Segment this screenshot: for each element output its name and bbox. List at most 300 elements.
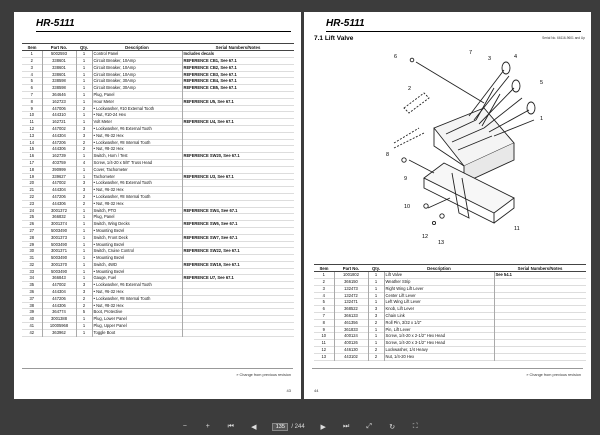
table-row [22,146,294,153]
qty-cell: 1 [76,241,92,248]
item-cell: 5 [314,299,334,306]
part-number-cell: 338601 [42,64,76,71]
notes-cell [494,292,586,299]
qty-cell: 1 [76,234,92,241]
item-cell: 37 [22,295,42,302]
part-number-cell: 366150 [334,278,368,285]
item-cell: 15 [22,146,42,153]
notes-cell: REFERENCE CB1, See 67.1 [183,57,237,63]
description-cell: • Mounting Bezel [92,255,182,262]
qty-cell: 1 [76,85,92,92]
notes-cell: REFERENCE SW22, See 67.1 [183,248,240,254]
description-cell: Screw, 1/4-20 x 3-1/2" Hex Head [384,340,494,347]
qty-cell: 2 [76,146,92,153]
table-row [22,71,294,78]
notes-cell [494,353,586,360]
page-header: HR-5111 [326,18,365,29]
qty-cell: 4 [76,159,92,166]
description-cell: • Lockwasher, #6 External Tooth [92,282,182,289]
item-cell: 5 [22,78,42,85]
notes-cell [182,105,294,112]
table-row [22,112,294,119]
table-row [22,193,294,200]
prev-page-icon[interactable]: ◀ [251,423,257,431]
notes-cell [494,299,586,306]
item-cell: 8 [314,319,334,326]
notes-cell [182,329,294,336]
table-row [22,214,294,221]
item-cell: 28 [22,234,42,241]
callout-6: 6 [394,54,398,60]
qty-cell: 1 [76,323,92,330]
first-page-icon[interactable]: ⏮ [227,422,234,430]
notes-cell: REFERENCE SW6, See 67.1 [183,221,238,227]
item-cell: 12 [22,125,42,132]
qty-cell: 1 [76,173,92,180]
item-cell: 4 [22,71,42,78]
table-row [22,227,294,234]
qty-cell: 3 [368,306,384,313]
callout-2: 2 [408,86,412,92]
description-cell: • Lockwasher, #6 External Tooth [92,125,182,132]
description-cell: Nut, 1/4-20 Hex [384,353,494,360]
table-row [22,51,294,58]
revision-footnote: » Change from previous revision [526,373,581,377]
item-cell: 2 [314,278,334,285]
description-cell: Switch, 4WD [92,261,182,268]
description-cell: Switch, PTO [92,207,182,214]
notes-cell [182,268,294,275]
part-number-cell: 5003490 [42,241,76,248]
page-total: / 244 [291,423,305,430]
part-number-cell: 447002 [42,282,76,289]
callout-7: 7 [469,50,473,56]
notes-cell [494,319,586,326]
item-cell: 33 [22,268,42,275]
part-number-cell: 366832 [42,214,76,221]
notes-cell [182,295,294,302]
footer-rule [312,368,583,369]
notes-cell [494,312,586,319]
part-number-cell: 3001374 [42,221,76,228]
description-cell: Hour Meter [92,98,182,105]
item-cell: 24 [22,207,42,214]
qty-cell: 3 [368,312,384,319]
table-row [22,91,294,98]
notes-cell [182,187,294,194]
description-cell: Control Panel [92,51,182,58]
notes-cell [182,146,294,153]
notes-cell [182,200,294,207]
table-row [22,64,294,71]
qty-cell: 1 [368,333,384,340]
qty-cell: 2 [76,105,92,112]
description-cell: Plug, Lower Panel [92,316,182,323]
qty-cell: 1 [76,166,92,173]
part-number-cell: 338598 [42,78,76,85]
page-indicator [272,423,304,431]
notes-cell [182,302,294,309]
part-number-cell: 132472 [334,292,368,299]
notes-cell [182,193,294,200]
item-cell: 34 [22,275,42,282]
qty-cell: 1 [76,248,92,255]
description-cell: Boot, Protective [92,309,182,316]
table-row [22,295,294,302]
item-cell: 3 [314,285,334,292]
column-header: Description [92,44,182,51]
qty-cell: 1 [368,272,384,279]
item-cell: 19 [22,173,42,180]
qty-cell: 2 [368,319,384,326]
qty-cell: 2 [368,353,384,360]
column-header: Part No. [42,44,76,51]
part-number-cell: 339627 [42,173,76,180]
table-row [314,306,586,313]
description-cell: • Nut, #8-32 Hex [92,302,182,309]
notes-cell: REFERENCE U3, See 67.1 [183,173,234,179]
notes-cell [494,285,586,292]
page-44 [304,12,591,399]
qty-cell: 1 [76,71,92,78]
qty-cell: 1 [368,326,384,333]
part-number-cell: 447206 [42,193,76,200]
part-number-cell: 3001373 [42,234,76,241]
zoom-out-icon[interactable]: − [182,423,187,430]
item-cell: 29 [22,241,42,248]
table-row [22,282,294,289]
description-cell: • Nut, #10-24 Hex [92,112,182,119]
description-cell: Cover, Tachometer [92,166,182,173]
qty-cell: 1 [76,64,92,71]
part-number-cell: 10005968 [42,323,76,330]
item-cell: 1 [314,272,334,279]
notes-cell: See 54.1 [495,272,512,278]
part-number-cell: 446130 [334,346,368,353]
qty-cell: 1 [368,292,384,299]
item-cell: 10 [22,112,42,119]
part-number-cell: 3001372 [42,207,76,214]
description-cell: Volt Meter [92,119,182,126]
notes-cell: Includes decals [183,51,214,57]
part-number-cell: 444306 [42,146,76,153]
notes-cell [182,316,294,323]
table-row [22,180,294,187]
notes-cell [182,282,294,289]
table-row [22,98,294,105]
header-rule [36,31,291,32]
column-header: Item [314,265,334,272]
description-cell: • Nut, #8-32 Hex [92,200,182,207]
part-number-cell: 444304 [42,132,76,139]
part-number-cell: 366133 [334,312,368,319]
item-cell: 23 [22,200,42,207]
qty-cell: 1 [76,98,92,105]
part-number-cell: 361833 [334,326,368,333]
part-number-cell: 368522 [334,306,368,313]
description-cell: Circuit Breaker, 30Amp [92,85,182,92]
part-number-cell: 3001388 [42,316,76,323]
column-header: Qty. [76,44,92,51]
item-cell: 11 [314,340,334,347]
notes-cell [182,309,294,316]
qty-cell: 5 [76,309,92,316]
table-row [22,309,294,316]
table-row [22,132,294,139]
table-row [314,278,586,285]
item-cell: 20 [22,180,42,187]
item-cell: 2 [22,57,42,64]
qty-cell: 1 [76,329,92,336]
notes-cell [182,214,294,221]
next-page-icon[interactable]: ▶ [320,423,326,431]
notes-cell [182,180,294,187]
item-cell: 17 [22,159,42,166]
item-cell: 26 [22,221,42,228]
table-row [22,289,294,296]
zoom-in-icon[interactable]: + [205,423,210,430]
table-row [314,346,586,353]
qty-cell: 1 [368,285,384,292]
description-cell: Toggle Boot [92,329,182,336]
description-cell: Left Wing Lift Lever [384,299,494,306]
qty-cell: 3 [76,125,92,132]
column-header: Part No. [334,265,368,272]
item-cell: 38 [22,302,42,309]
qty-cell: 2 [76,200,92,207]
notes-cell: REFERENCE SW4, See 67.1 [183,207,238,213]
part-number-cell: 366843 [42,275,76,282]
table-row [22,139,294,146]
item-cell: 11 [22,119,42,126]
description-cell: Plug, Panel [92,214,182,221]
table-row [314,326,586,333]
parts-table [314,264,586,361]
table-row [22,105,294,112]
table-row [22,268,294,275]
item-cell: 42 [22,329,42,336]
description-cell: • Nut, #6-32 Hex [92,132,182,139]
part-number-cell: 364774 [42,309,76,316]
part-number-cell: 363962 [42,329,76,336]
notes-cell: REFERENCE U7, See 67.1 [183,275,234,281]
callout-4: 4 [514,54,518,60]
part-number-cell: 162739 [42,153,76,160]
notes-cell: REFERENCE CB5, See 67.1 [183,85,237,91]
revision-footnote: » Change from previous revision [236,373,291,377]
item-cell: 25 [22,214,42,221]
description-cell: • Nut, #6-32 Hex [92,289,182,296]
part-number-cell: 364646 [42,91,76,98]
column-header: Qty. [368,265,384,272]
qty-cell: 1 [76,153,92,160]
rotate-icon[interactable]: ↻ [389,423,396,431]
description-cell: Right Wing Lift Lever [384,285,494,292]
qty-cell: 1 [368,278,384,285]
qty-cell: 2 [76,295,92,302]
description-cell: Circuit Breaker, 10Amp [92,64,182,71]
qty-cell: 1 [76,227,92,234]
description-cell: Knob, Lift Lever [384,306,494,313]
table-row [314,340,586,347]
notes-cell: REFERENCE CB2, See 67.1 [183,64,237,70]
part-number-cell: 5002593 [42,51,76,58]
qty-cell: 3 [76,187,92,194]
item-cell: 13 [22,132,42,139]
fit-icon[interactable]: ⤢ [366,422,372,430]
item-cell: 14 [22,139,42,146]
notes-cell [182,289,294,296]
footer-rule [22,368,293,369]
callout-1: 1 [540,116,544,122]
last-page-icon[interactable]: ⏭ [343,422,350,430]
part-number-cell: 400124 [334,333,368,340]
table-row [22,125,294,132]
description-cell: • Mounting Bezel [92,268,182,275]
notes-cell [494,326,586,333]
table-row [22,119,294,126]
column-header: Serial Numbers/Notes [182,44,294,51]
qty-cell: 1 [76,275,92,282]
item-cell: 13 [314,353,334,360]
qty-cell: 1 [76,221,92,228]
item-cell: 1 [22,51,42,58]
notes-cell: REFERENCE SW7, See 67.1 [183,234,238,240]
qty-cell: 1 [76,78,92,85]
description-cell: • Nut, #8-32 Hex [92,146,182,153]
notes-cell: REFERENCE CB4, See 67.1 [183,78,237,84]
description-cell: Roll Pin, 3/32 x 1/2" [384,319,494,326]
description-cell: Switch, Wing Decks [92,221,182,228]
notes-cell [182,323,294,330]
part-number-cell: 444310 [42,112,76,119]
viewer-toolbar [0,418,600,435]
header-rule [326,31,581,32]
part-number-cell: 447002 [42,125,76,132]
page-number: 44 [314,388,319,393]
description-cell: Screw, 1/4-20 x 2-1/2" Hex Head [384,333,494,340]
table-row [22,78,294,85]
notes-cell [494,278,586,285]
item-cell: 7 [314,312,334,319]
description-cell: • Lockwasher, #6 External Tooth [92,180,182,187]
qty-cell: 1 [76,214,92,221]
item-cell: 3 [22,64,42,71]
description-cell: • Lockwasher, #8 Internal Tooth [92,139,182,146]
table-row [22,329,294,336]
table-row [22,241,294,248]
table-row [22,323,294,330]
description-cell: Gauge, Fuel [92,275,182,282]
table-row [22,57,294,64]
table-row [314,333,586,340]
table-row [22,187,294,194]
description-cell: • Mounting Bezel [92,241,182,248]
part-number-cell: 447206 [42,295,76,302]
part-number-cell: 444306 [42,302,76,309]
notes-cell [494,340,586,347]
part-number-cell: 444304 [42,289,76,296]
table-row [22,173,294,180]
lift-valve-diagram [364,48,564,253]
table-row [22,316,294,323]
table-row [314,272,586,279]
qty-cell: 3 [76,132,92,139]
qty-cell: 1 [368,340,384,347]
callout-9: 9 [404,176,408,182]
notes-cell [182,125,294,132]
qty-cell: 3 [76,180,92,187]
notes-cell [182,241,294,248]
notes-cell: REFERENCE SW20, See 67.1 [183,153,240,159]
item-cell: 36 [22,289,42,296]
callout-8: 8 [386,152,390,158]
description-cell: Plug, Upper Panel [92,323,182,330]
table-row [22,255,294,262]
notes-cell [182,166,294,173]
notes-cell: REFERENCE U5, See 67.1 [183,98,234,104]
table-row [22,261,294,268]
item-cell: 41 [22,323,42,330]
qty-cell: 1 [76,268,92,275]
description-cell: • Lockwasher, #8 Internal Tooth [92,193,182,200]
table-row [314,319,586,326]
item-cell: 4 [314,292,334,299]
qty-cell: 1 [76,91,92,98]
table-row [22,153,294,160]
table-row [22,221,294,228]
part-number-cell: 461356 [334,319,368,326]
table-row [22,207,294,214]
table-row [314,312,586,319]
qty-cell: 3 [76,289,92,296]
table-row [22,275,294,282]
description-cell: Weather Strip [384,278,494,285]
part-number-cell: 400126 [334,340,368,347]
notes-cell: REFERENCE CB3, See 67.1 [183,71,237,77]
column-header: Description [384,265,494,272]
part-number-cell: 5003490 [42,268,76,275]
notes-cell: REFERENCE SW19, See 67.1 [183,261,240,267]
table-row [314,285,586,292]
description-cell: Screw, 1/4-20 x 5/8" Truss Head [92,159,182,166]
notes-cell [494,346,586,353]
item-cell: 35 [22,282,42,289]
notes-cell [182,139,294,146]
item-cell: 6 [314,306,334,313]
callout-11: 11 [514,226,520,232]
table-row [22,234,294,241]
item-cell: 40 [22,316,42,323]
notes-cell [182,112,294,119]
qty-cell: 2 [368,346,384,353]
page-number-input[interactable] [272,423,288,431]
callout-13: 13 [438,240,445,246]
table-row [314,353,586,360]
table-row [22,85,294,92]
notes-cell [182,132,294,139]
table-row [314,292,586,299]
description-cell: Plug, Panel [92,91,182,98]
part-number-cell: 390999 [42,166,76,173]
qty-cell: 1 [76,261,92,268]
page-number: 43 [286,388,291,393]
qty-cell: 1 [76,57,92,64]
item-cell: 16 [22,153,42,160]
notes-cell [494,306,586,313]
fullscreen-icon[interactable]: ⛶ [412,422,418,430]
description-cell: • Mounting Bezel [92,227,182,234]
